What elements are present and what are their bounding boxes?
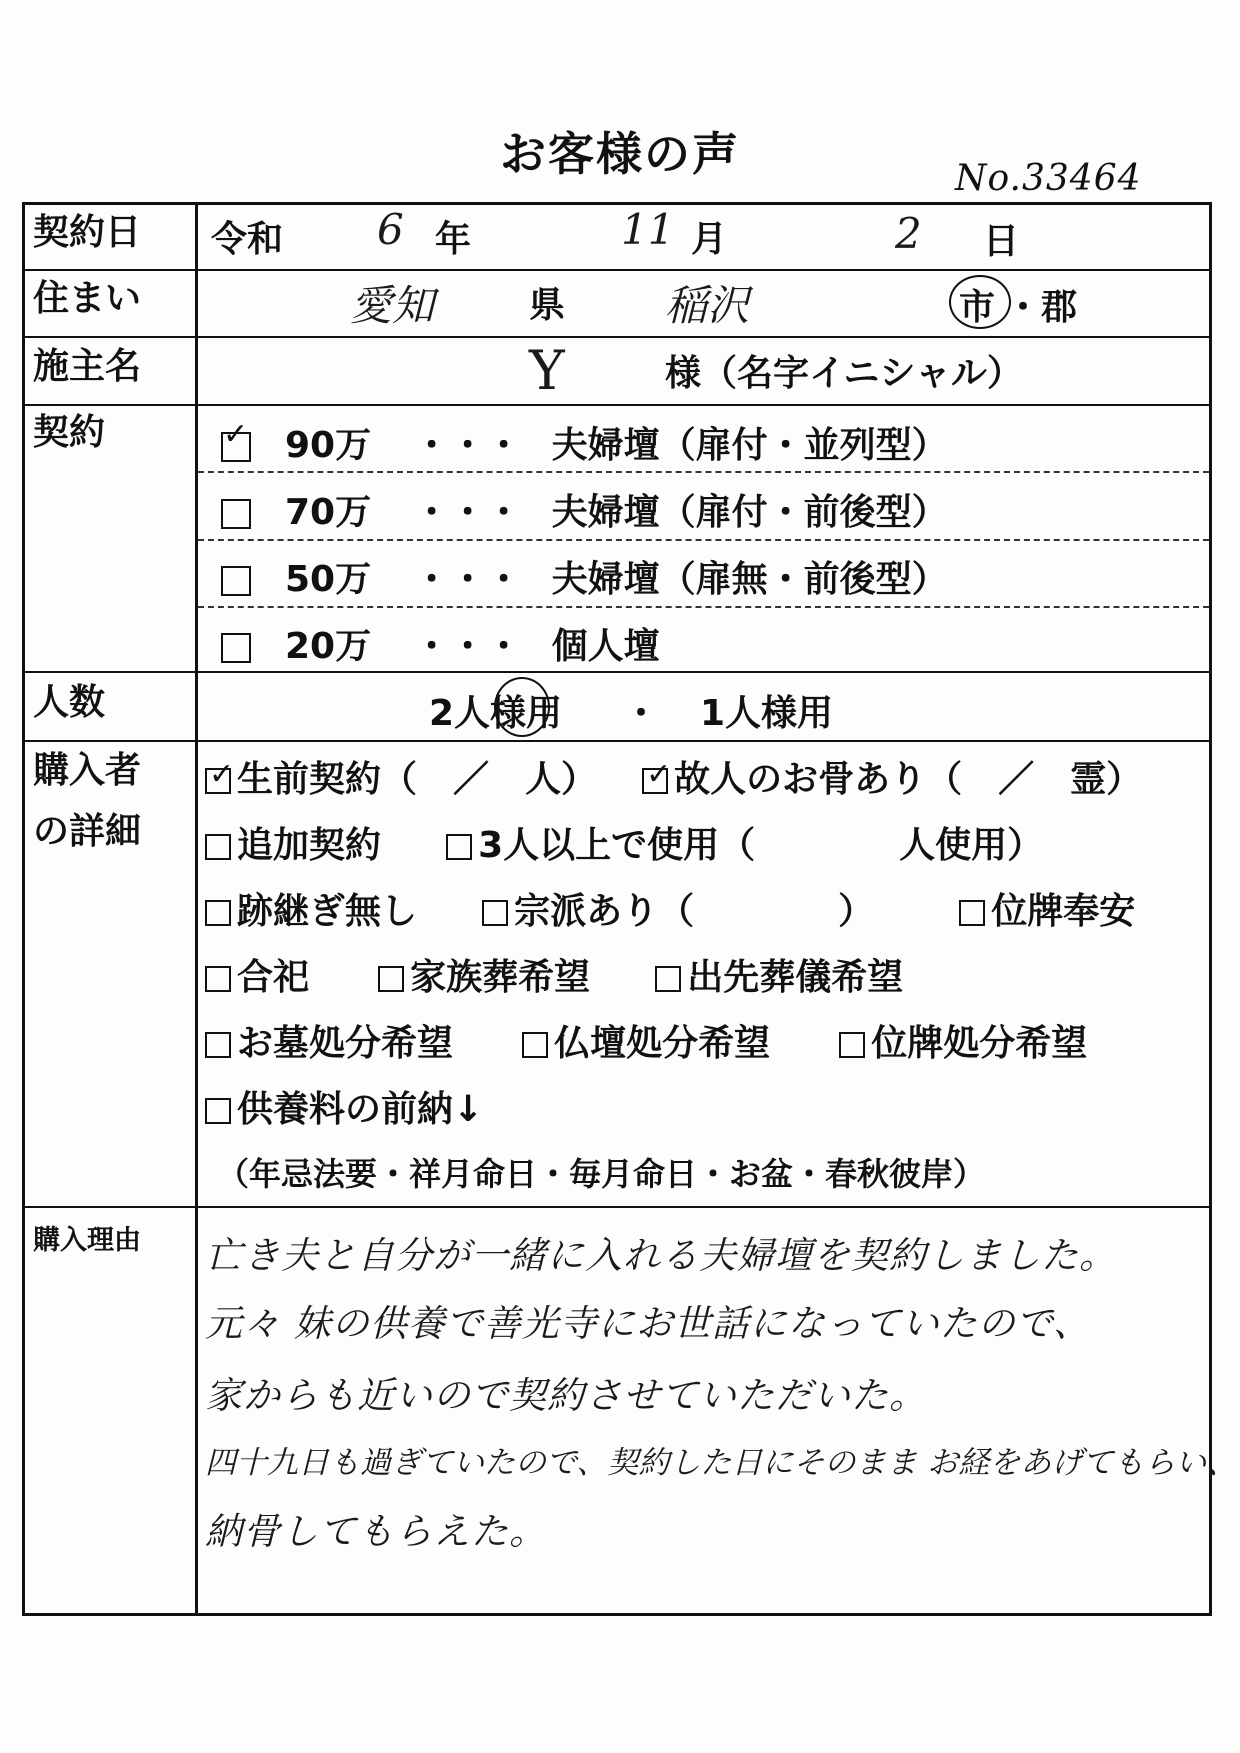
option-divider: [198, 606, 1209, 608]
additional-contract: 追加契約: [237, 825, 382, 866]
row-divider: [25, 671, 1209, 673]
people-option-two[interactable]: 2人様用: [429, 693, 563, 734]
remains-present: 故人のお骨あり（ ／ 霊）: [674, 759, 1143, 800]
label-line: 購入者: [33, 750, 142, 791]
checkbox[interactable]: [205, 1032, 231, 1058]
family-funeral: 家族葬希望: [410, 957, 591, 998]
residence-label: 住まい: [33, 278, 142, 319]
reason-line[interactable]: 家からも近いので契約させていただいた。: [205, 1374, 927, 1417]
contract-option-50[interactable]: [221, 551, 948, 602]
form-frame: [22, 202, 1238, 1616]
row-divider: [25, 740, 1209, 742]
option-dots: ・・・: [413, 425, 522, 466]
checkbox[interactable]: [205, 966, 231, 992]
checkbox[interactable]: [642, 757, 672, 794]
no-successor: 跡継ぎ無し: [237, 891, 418, 932]
checkmark-icon: ✓: [646, 757, 672, 792]
reason-line[interactable]: 四十九日も過ぎていたので、契約した日にそのまま お経をあげてもらい、: [205, 1445, 1238, 1481]
buyer-details-label: [33, 749, 141, 853]
prefecture-unit: 県: [529, 285, 566, 326]
prefecture-value[interactable]: 愛知: [350, 281, 435, 330]
sect-present: 宗派あり（ ）: [514, 891, 875, 932]
client-name-label: 施主名: [33, 346, 142, 387]
year-unit: 年: [435, 219, 472, 260]
option-price: 20万: [285, 626, 372, 667]
detail-row-6: [205, 1081, 483, 1132]
option-price: 50万: [285, 559, 372, 600]
detail-row-2: [205, 817, 1043, 868]
checkbox[interactable]: [482, 900, 508, 926]
tablet-disposal: 位牌処分希望: [871, 1023, 1088, 1064]
contract-option-70[interactable]: [221, 484, 948, 535]
label-column-divider: [195, 205, 198, 1613]
row-divider: [25, 269, 1209, 271]
checkbox[interactable]: [205, 757, 235, 794]
option-desc: 夫婦壇（扉付・並列型）: [551, 425, 948, 466]
grave-disposal: お墓処分希望: [237, 1023, 454, 1064]
month-value[interactable]: 11: [621, 205, 675, 254]
people-separator: ・: [623, 693, 660, 734]
city-value[interactable]: 稲沢: [665, 281, 750, 330]
option-desc: 夫婦壇（扉無・前後型）: [551, 559, 948, 600]
people-label: 人数: [33, 682, 106, 723]
checkbox[interactable]: [839, 1032, 865, 1058]
option-dots: ・・・: [413, 626, 522, 667]
altar-disposal: 仏壇処分希望: [554, 1023, 771, 1064]
option-dots: ・・・: [413, 559, 522, 600]
option-price: 70万: [285, 492, 372, 533]
checkbox[interactable]: [205, 900, 231, 926]
document-number: No.33464: [955, 158, 1142, 199]
checkbox[interactable]: [221, 499, 251, 529]
pre-need-contract: 生前契約（ ／ 人）: [237, 759, 598, 800]
checkbox[interactable]: [205, 834, 231, 860]
option-desc: 個人壇: [551, 626, 660, 667]
checkbox[interactable]: [655, 966, 681, 992]
day-unit: 日: [983, 221, 1020, 262]
memorial-prepayment: 供養料の前納↓: [237, 1089, 484, 1130]
client-name-suffix: 様（名字イニシャル）: [665, 353, 1023, 394]
reason-line[interactable]: 亡き夫と自分が一緒に入れる夫婦壇を契約しました。: [205, 1234, 1117, 1277]
checkbox[interactable]: [378, 966, 404, 992]
three-plus-use: 3人以上で使用（ 人使用）: [478, 825, 1044, 866]
checkbox[interactable]: [446, 834, 472, 860]
contract-date-label: 契約日: [33, 212, 142, 253]
checkmark-icon: ✓: [209, 757, 235, 792]
contract-option-90[interactable]: [221, 417, 948, 468]
detail-row-5: [205, 1015, 1087, 1066]
label-line: の詳細: [33, 811, 142, 853]
people-option-one[interactable]: 1人様用: [700, 693, 834, 734]
row-divider: [25, 404, 1209, 406]
checkbox[interactable]: [522, 1032, 548, 1058]
era-label: 令和: [211, 219, 284, 260]
option-divider: [198, 539, 1209, 541]
detail-row-1: [205, 751, 1142, 802]
contract-option-20[interactable]: [221, 618, 660, 669]
checkbox[interactable]: [205, 1098, 231, 1124]
row-divider: [25, 1206, 1209, 1208]
checkbox[interactable]: [221, 566, 251, 596]
remote-funeral: 出先葬儀希望: [687, 957, 904, 998]
checkbox[interactable]: [221, 633, 251, 663]
option-dots: ・・・: [413, 492, 522, 533]
residence-separator: ・: [1005, 287, 1042, 328]
joint-enshrinement: 合祀: [237, 957, 310, 998]
row-divider: [25, 336, 1209, 338]
year-value[interactable]: 6: [377, 205, 404, 254]
month-unit: 月: [691, 219, 728, 260]
memorial-note: （年忌法要・祥月命日・毎月命日・お盆・春秋彼岸）: [217, 1155, 986, 1193]
city-option[interactable]: 市: [959, 287, 996, 328]
checkbox[interactable]: [221, 417, 251, 462]
reason-line[interactable]: 元々 妹の供養で善光寺にお世話になっていたので、: [205, 1302, 1092, 1345]
checkbox[interactable]: [959, 900, 985, 926]
tablet-enshrine: 位牌奉安: [991, 891, 1136, 932]
option-price: 90万: [285, 425, 372, 466]
client-initial[interactable]: Y: [529, 339, 565, 402]
option-divider: [198, 471, 1209, 473]
county-option[interactable]: 郡: [1041, 287, 1078, 328]
contract-label: 契約: [33, 412, 106, 453]
form-title: お客様の声: [500, 127, 740, 181]
day-value[interactable]: 2: [895, 209, 922, 258]
reason-line[interactable]: 納骨してもらえた。: [205, 1510, 547, 1553]
detail-row-4: [205, 949, 903, 1000]
reason-label: 購入理由: [33, 1225, 141, 1256]
checkmark-icon: ✓: [223, 417, 249, 452]
option-desc: 夫婦壇（扉付・前後型）: [551, 492, 948, 533]
detail-row-3: [205, 883, 1135, 934]
